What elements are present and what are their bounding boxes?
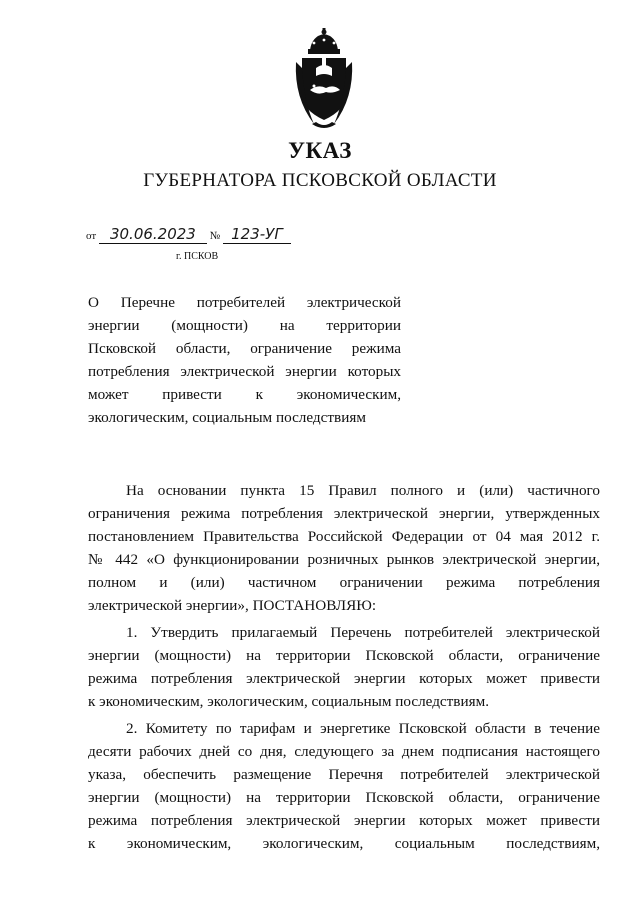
subject-line: может привести к экономическим, — [88, 386, 401, 403]
city-label: г. ПСКОВ — [176, 251, 219, 262]
item-1-line: режима потребления электрической энергии которых может привести — [88, 670, 600, 687]
decree-issuer: ГУБЕРНАТОРА ПСКОВСКОЙ ОБЛАСТИ — [143, 170, 497, 191]
preamble-line: полном и (или) частичном ограничении режима потребления — [88, 574, 600, 591]
preamble-line: ограничения режима потребления электрической энергии, утвержденных — [88, 505, 600, 522]
item-2-line: энергии (мощности) на территории Псковской области, ограничение — [88, 789, 600, 806]
subject-line: О Перечне потребителей электрической — [88, 294, 401, 311]
number-label: № — [209, 230, 221, 242]
coat-of-arms-emblem — [292, 28, 356, 132]
decree-title: УКАЗ — [288, 138, 352, 163]
item-1-line: 1. Утвердить прилагаемый Перечень потребителей электрической — [126, 624, 600, 641]
preamble-line: электрической энергии», ПОСТАНОВЛЯЮ: — [88, 597, 377, 614]
item-2-line: десяти рабочих дней со дня, следующего за днем подписания настоящего — [88, 743, 600, 760]
item-2-line: режима потребления электрической энергии которых может привести — [88, 812, 600, 829]
decree-date: 30.06.2023 — [99, 225, 207, 244]
item-2-line: 2. Комитету по тарифам и энергетике Псковской области в течение — [126, 720, 600, 737]
item-1-line: энергии (мощности) на территории Псковской области, ограничение — [88, 647, 600, 664]
decree-subject — [88, 291, 401, 429]
item-2-line: к экономическим, экологическим, социальным последствиям, — [88, 835, 600, 852]
item-1-line: к экономическим, экологическим, социальным последствиям. — [88, 693, 489, 710]
decree-number: 123-УГ — [223, 225, 291, 244]
subject-line: энергии (мощности) на территории — [88, 317, 401, 334]
subject-line: экологическим, социальным последствиям — [88, 409, 366, 426]
date-number-line — [86, 225, 291, 244]
preamble-line: На основании пункта 15 Правил полного и (или) частичного — [126, 482, 600, 499]
preamble-line: № 442 «О функционировании розничных рынков электрической энергии, — [88, 551, 600, 568]
subject-line: Псковской области, ограничение режима — [88, 340, 401, 357]
item-2-line: указа, обеспечить размещение Перечня потребителей электрической — [88, 766, 600, 783]
decree-body — [88, 479, 600, 855]
preamble-line: постановлением Правительства Российской Федерации от 04 мая 2012 г. — [88, 528, 600, 545]
subject-line: потребления электрической энергии которых — [88, 363, 401, 380]
from-label: от — [86, 230, 97, 242]
